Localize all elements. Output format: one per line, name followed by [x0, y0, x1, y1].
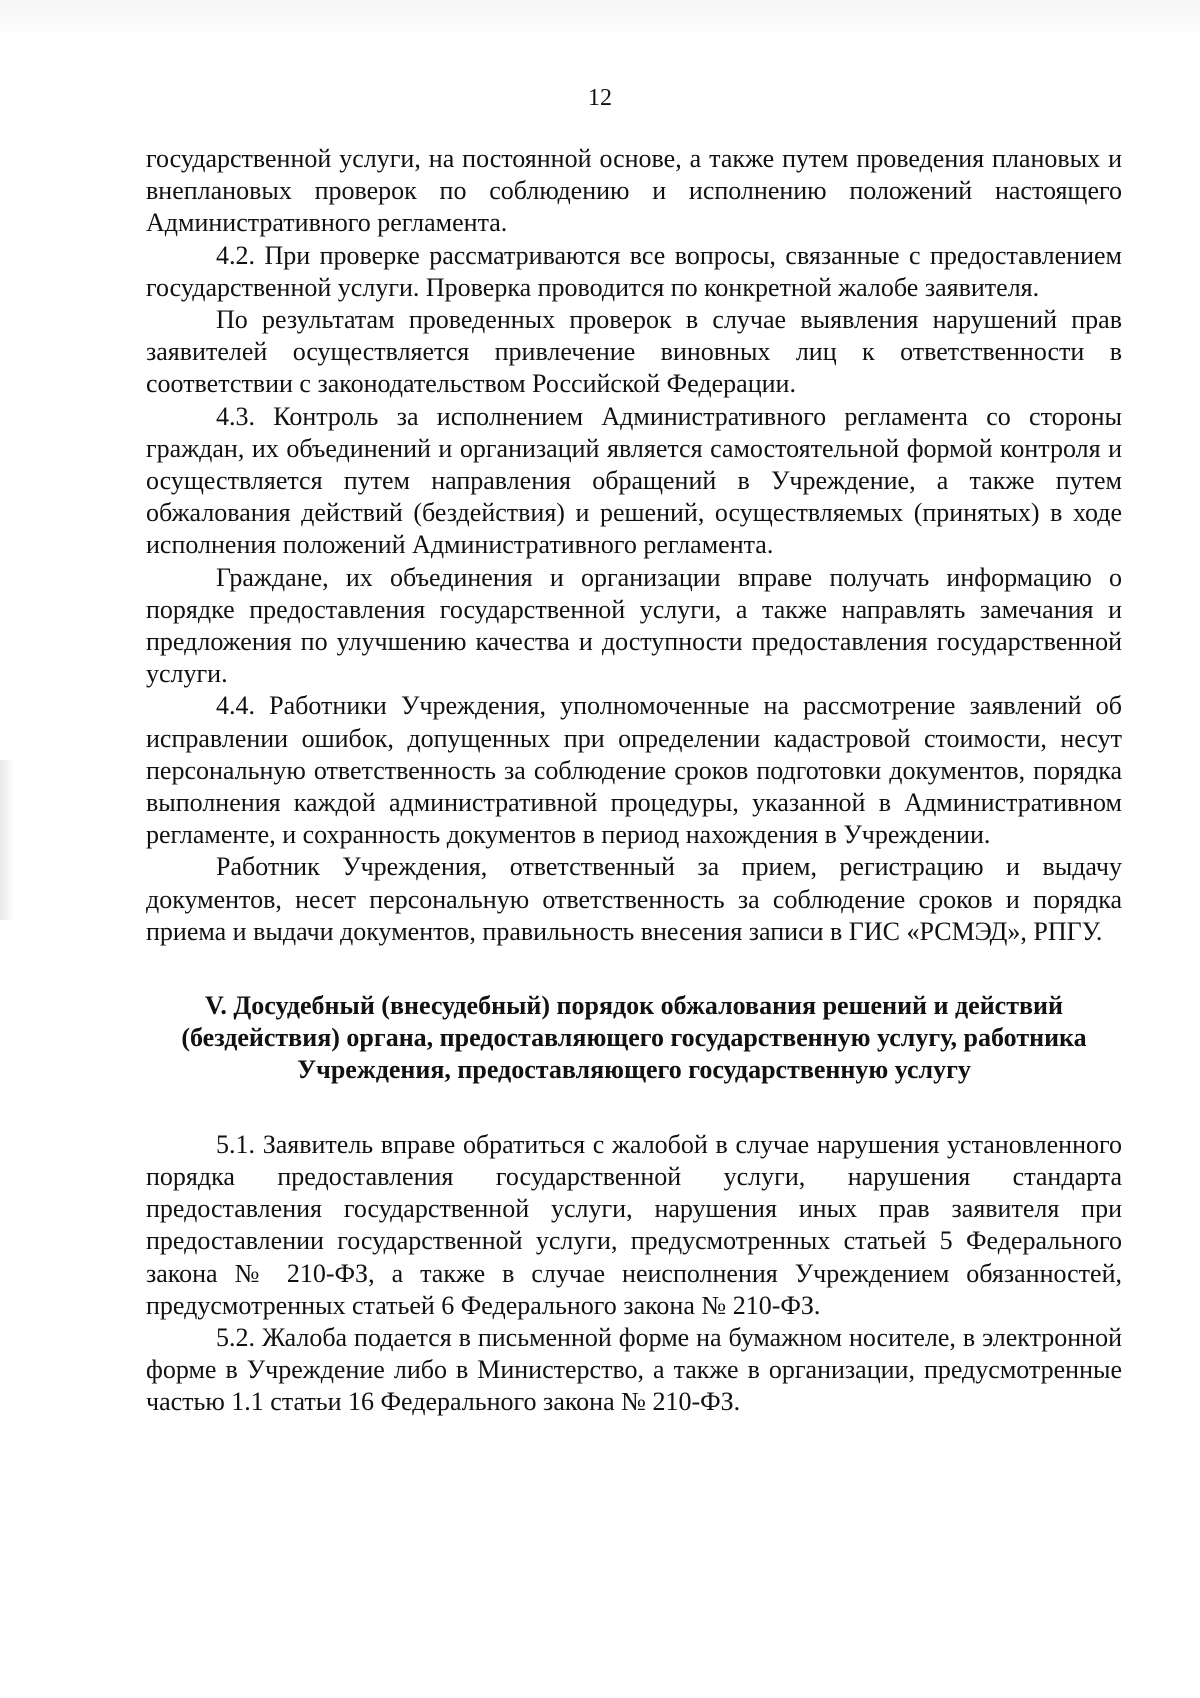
document-body — [146, 143, 1122, 1419]
paragraph-4-4: 4.4. Работники Учреждения, уполномоченные на рассмотрение заявлений об исправлении ошибок, допущенных при определении кадастровой стоимости, несут персональную ответственность за соблюдение сроков подготовки документов, порядка выполнения каждой административной процедуры, указанной в Административном регламенте, и сохранность документов в период нахождения в Учреждении. — [146, 691, 1122, 850]
paragraph-4-3: 4.3. Контроль за исполнением Административного регламента со стороны граждан, их объединений и организаций является самостоятельной формой контроля и осуществляется путем направления обращений в Учреждение, а также путем обжалования действий (бездействия) и решений, осуществляемых (принятых) в ходе исполнения положений Административного регламента. — [146, 401, 1122, 560]
paragraph-4-4-worker: Работник Учреждения, ответственный за прием, регистрацию и выдачу документов, несет персональную ответственность за соблюдение сроков и порядка приема и выдачи документов, правильность внесения записи в ГИС «РСМЭД», РПГУ. — [146, 852, 1122, 946]
section-heading-v: V. Досудебный (внесудебный) порядок обжалования решений и действий (бездействия) органа, предоставляющего государственную услугу, работника Учреждения, предоставляющего государственную услугу — [181, 991, 1087, 1085]
paragraph-4-2: 4.2. При проверке рассматриваются все вопросы, связанные с предоставлением государственной услуги. Проверка проводится по конкретной жалобе заявителя. — [146, 240, 1122, 302]
paragraph-continuation: государственной услуги, на постоянной основе, а также путем проведения плановых и внеплановых проверок по соблюдению и исполнению положений настоящего Административного регламента. — [146, 144, 1122, 238]
paragraph-4-3-citizens: Граждане, их объединения и организации вправе получать информацию о порядке предоставления государственной услуги, а также направлять замечания и предложения по улучшению качества и доступности предоставления государственной услуги. — [146, 562, 1122, 689]
scan-shadow-left — [0, 760, 14, 920]
paragraph-5-2: 5.2. Жалоба подается в письменной форме на бумажном носителе, в электронной форме в Учреждение либо в Министерство, а также в организации, предусмотренные частью 1.1 статьи 16 Федерального закона № 210-ФЗ. — [146, 1322, 1122, 1417]
page-number: 12 — [588, 85, 612, 111]
paragraph-4-2-results: По результатам проведенных проверок в случае выявления нарушений прав заявителей осуществляется привлечение виновных лиц к ответственности в соответствии с законодательством Российской Федерации. — [146, 305, 1122, 399]
paragraph-5-1: 5.1. Заявитель вправе обратиться с жалобой в случае нарушения установленного порядка предоставления государственной услуги, нарушения стандарта предоставления государственной услуги, нарушения иных прав заявителя при предоставлении государственной услуги, предусмотренных статьей 5 Федерального закона № 210-ФЗ, а также в случае неисполнения Учреждением обязанностей, предусмотренных статьей 6 Федерального закона № 210-ФЗ. — [146, 1129, 1122, 1320]
scan-shadow-top — [0, 0, 1200, 40]
